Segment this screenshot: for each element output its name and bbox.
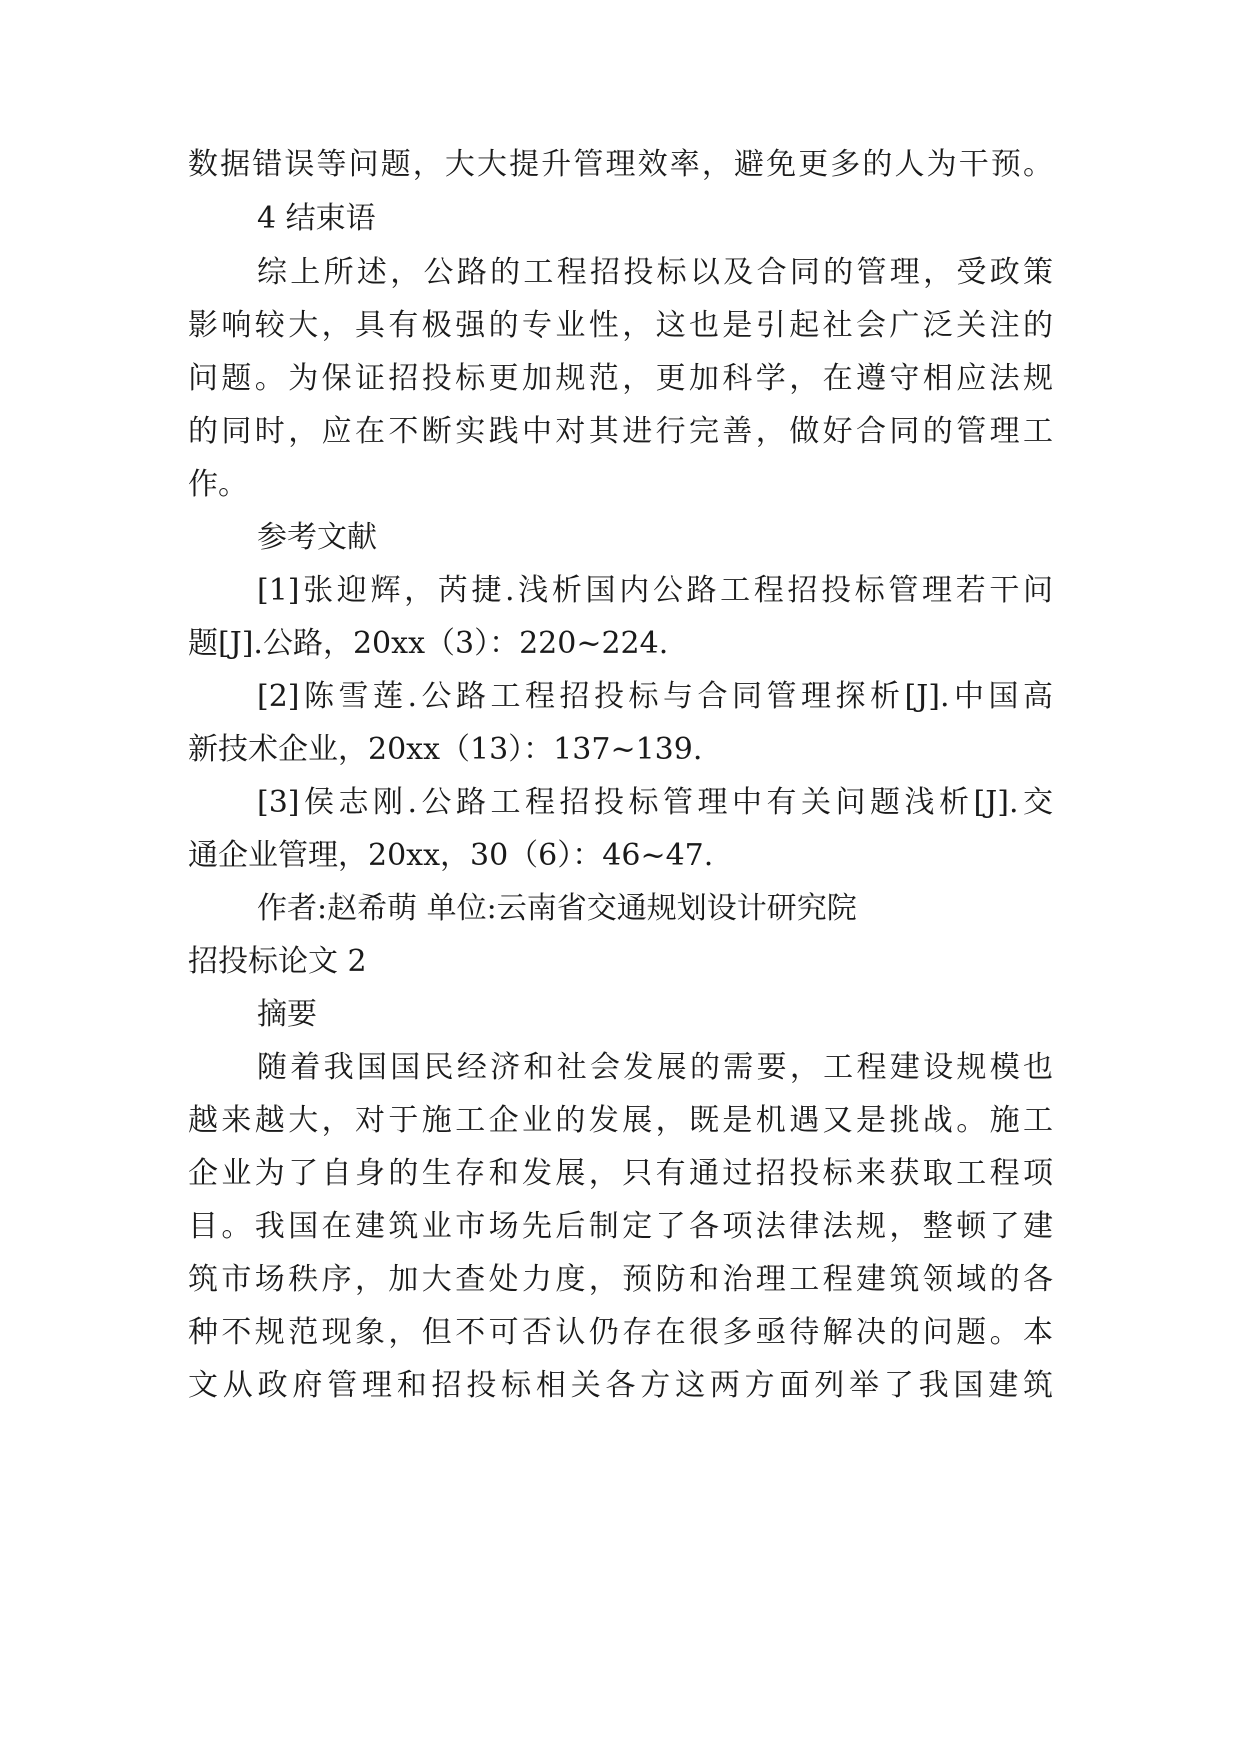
reference-line: 题[J].公路，20xx（3）：220~224. <box>188 626 669 661</box>
reference-line: 新技术企业，20xx（13）：137~139. <box>188 732 703 767</box>
reference-line: [1]张迎辉，芮捷.浅析国内公路工程招投标管理若干问 <box>257 573 1053 608</box>
text-line: 数据错误等问题，大大提升管理效率，避免更多的人为干预。 <box>188 147 1053 182</box>
text-line: 综上所述，公路的工程招投标以及合同的管理，受政策 <box>257 255 1053 290</box>
paper-title: 招投标论文 2 <box>188 944 367 979</box>
text-line: 越来越大，对于施工企业的发展，既是机遇又是挑战。施工 <box>188 1103 1053 1138</box>
text-line: 作。 <box>188 467 248 502</box>
section-heading: 4 结束语 <box>257 201 376 236</box>
text-line: 目。我国在建筑业市场先后制定了各项法律法规，整顿了建 <box>188 1209 1053 1244</box>
reference-line: [2]陈雪莲.公路工程招投标与合同管理探析[J].中国高 <box>257 679 1053 714</box>
references-heading: 参考文献 <box>257 520 377 555</box>
reference-line: 通企业管理，20xx，30（6）：46~47. <box>188 838 714 873</box>
text-line: 筑市场秩序，加大查处力度，预防和治理工程建筑领域的各 <box>188 1262 1053 1297</box>
text-line: 随着我国国民经济和社会发展的需要，工程建设规模也 <box>257 1050 1053 1085</box>
author-line: 作者:赵希萌 单位:云南省交通规划设计研究院 <box>257 891 857 926</box>
abstract-heading: 摘要 <box>257 997 317 1032</box>
text-line: 问题。为保证招投标更加规范，更加科学，在遵守相应法规 <box>188 361 1053 396</box>
text-line: 的同时，应在不断实践中对其进行完善，做好合同的管理工 <box>188 414 1053 449</box>
text-line: 企业为了自身的生存和发展，只有通过招投标来获取工程项 <box>188 1156 1053 1191</box>
text-line: 种不规范现象，但不可否认仍存在很多亟待解决的问题。本 <box>188 1315 1053 1350</box>
reference-line: [3]侯志刚.公路工程招投标管理中有关问题浅析[J].交 <box>257 785 1053 820</box>
text-line: 影响较大，具有极强的专业性，这也是引起社会广泛关注的 <box>188 308 1053 343</box>
text-line: 文从政府管理和招投标相关各方这两方面列举了我国建筑 <box>188 1368 1053 1403</box>
